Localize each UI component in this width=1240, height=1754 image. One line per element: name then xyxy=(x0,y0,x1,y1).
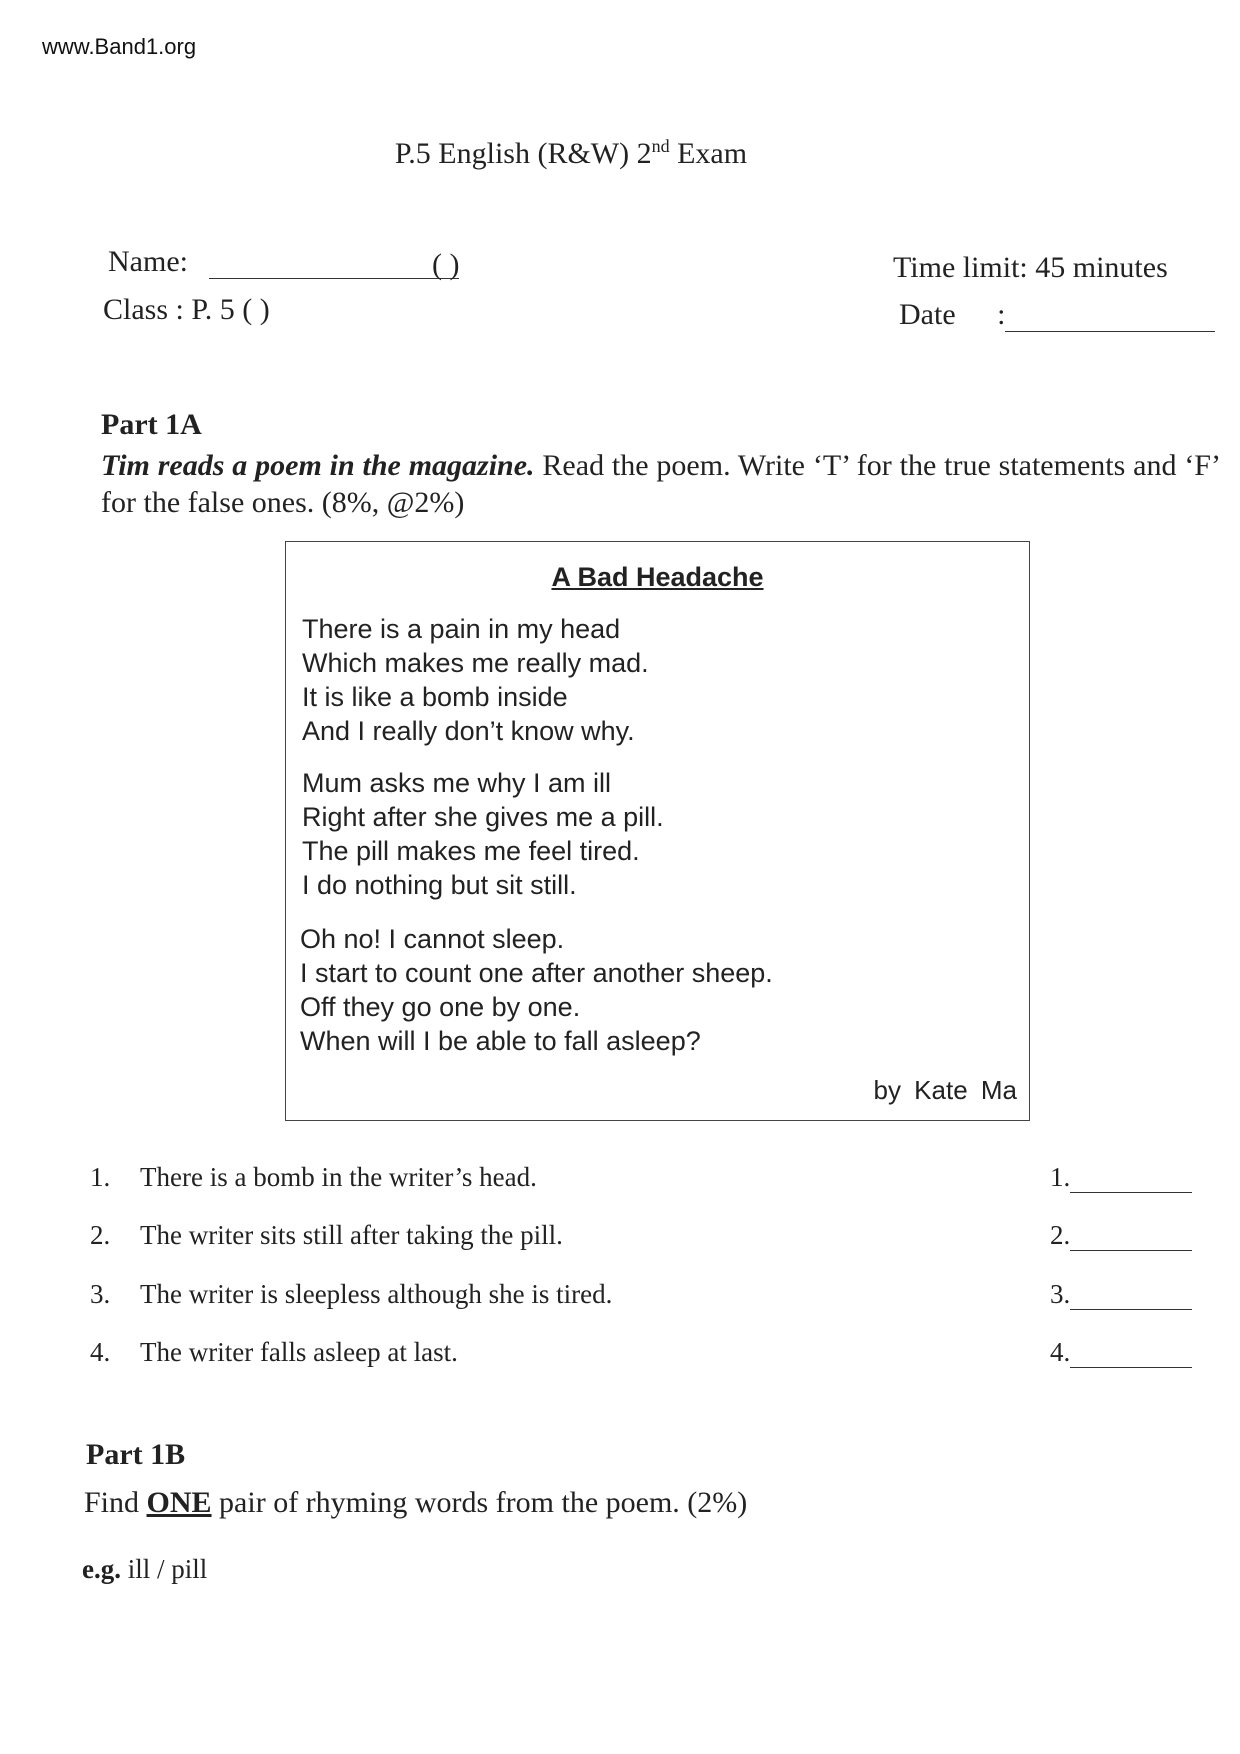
poem-line: Which makes me really mad. xyxy=(302,648,649,678)
poem-line: And I really don’t know why. xyxy=(302,716,635,746)
question-number: 3. xyxy=(90,1279,111,1309)
poem-line: When will I be able to fall asleep? xyxy=(300,1026,701,1056)
question-text: The writer is sleepless although she is tired. xyxy=(140,1279,613,1309)
part1a-instruction xyxy=(101,447,1221,521)
poem-line: Mum asks me why I am ill xyxy=(302,768,612,798)
answer-1 xyxy=(1050,1162,1192,1193)
poem-box xyxy=(285,541,1030,1121)
time-limit: Time limit: 45 minutes xyxy=(893,251,1168,284)
poem-line: I start to count one after another sheep. xyxy=(300,958,773,988)
title-main: P.5 English (R&W) 2 xyxy=(394,137,652,170)
poem-line: Oh no! I cannot sleep. xyxy=(300,924,565,954)
poem-line: Off they go one by one. xyxy=(300,992,581,1022)
poem-line: There is a pain in my head xyxy=(302,614,621,644)
answer-field[interactable] xyxy=(1070,1164,1192,1193)
question-2 xyxy=(90,1220,563,1251)
poem-line: It is like a bomb inside xyxy=(302,682,568,712)
poem-stanza-3 xyxy=(300,922,773,1058)
poem-author: by Kate Ma xyxy=(873,1075,1017,1105)
class-label: Class : P. 5 ( ) xyxy=(103,293,270,326)
poem-line: The pill makes me feel tired. xyxy=(302,836,640,866)
question-text: The writer falls asleep at last. xyxy=(140,1337,458,1367)
class-number-paren: ( ) xyxy=(431,248,460,281)
poem-title: A Bad Headache xyxy=(551,562,764,592)
answer-label: 4. xyxy=(1050,1337,1071,1367)
poem-stanza-2 xyxy=(302,766,664,902)
part1b-example xyxy=(82,1554,207,1585)
answer-field[interactable] xyxy=(1070,1222,1192,1251)
answer-label: 3. xyxy=(1050,1279,1071,1309)
example-label: e.g. xyxy=(82,1554,121,1584)
question-3 xyxy=(90,1279,612,1310)
instruction-post: pair of rhyming words from the poem. (2%) xyxy=(211,1486,748,1519)
poem-stanza-1 xyxy=(302,612,649,748)
poem-line: I do nothing but sit still. xyxy=(302,870,577,900)
watermark: www.Band1.org xyxy=(42,34,197,59)
answer-label: 1. xyxy=(1050,1162,1071,1192)
name-field[interactable] xyxy=(209,248,459,279)
answer-field[interactable] xyxy=(1070,1281,1192,1310)
question-number: 2. xyxy=(90,1220,111,1250)
date-label: Date xyxy=(899,298,956,331)
instruction-italic: Tim reads a poem in the magazine. xyxy=(101,449,535,482)
answer-4 xyxy=(1050,1337,1192,1368)
example-text: ill / pill xyxy=(120,1554,208,1584)
part1a-heading: Part 1A xyxy=(101,408,202,441)
part1b-instruction xyxy=(84,1486,747,1520)
question-text: There is a bomb in the writer’s head. xyxy=(140,1162,537,1192)
name-row xyxy=(108,245,459,279)
answer-3 xyxy=(1050,1279,1192,1310)
date-colon: : xyxy=(997,298,1006,331)
answer-2 xyxy=(1050,1220,1192,1251)
date-row xyxy=(899,298,1215,332)
question-text: The writer sits still after taking the pill. xyxy=(140,1220,563,1250)
title-sup: nd xyxy=(651,136,670,156)
question-1 xyxy=(90,1162,537,1193)
question-number: 1. xyxy=(90,1162,111,1192)
question-number: 4. xyxy=(90,1337,111,1367)
instruction-rest: Read the poem. Write ‘T’ for the true statements and ‘F’ for the false ones. (8%, @2%) xyxy=(101,449,1221,519)
answer-label: 2. xyxy=(1050,1220,1071,1250)
poem-line: Right after she gives me a pill. xyxy=(302,802,664,832)
part1b-heading: Part 1B xyxy=(86,1438,186,1471)
name-label: Name: xyxy=(108,245,188,278)
date-field[interactable] xyxy=(1005,301,1215,332)
instruction-pre: Find xyxy=(84,1486,147,1519)
instruction-emphasis: ONE xyxy=(146,1486,212,1519)
title-suffix: Exam xyxy=(669,137,748,170)
answer-field[interactable] xyxy=(1070,1339,1192,1368)
page-title xyxy=(0,136,1142,171)
question-4 xyxy=(90,1337,458,1368)
